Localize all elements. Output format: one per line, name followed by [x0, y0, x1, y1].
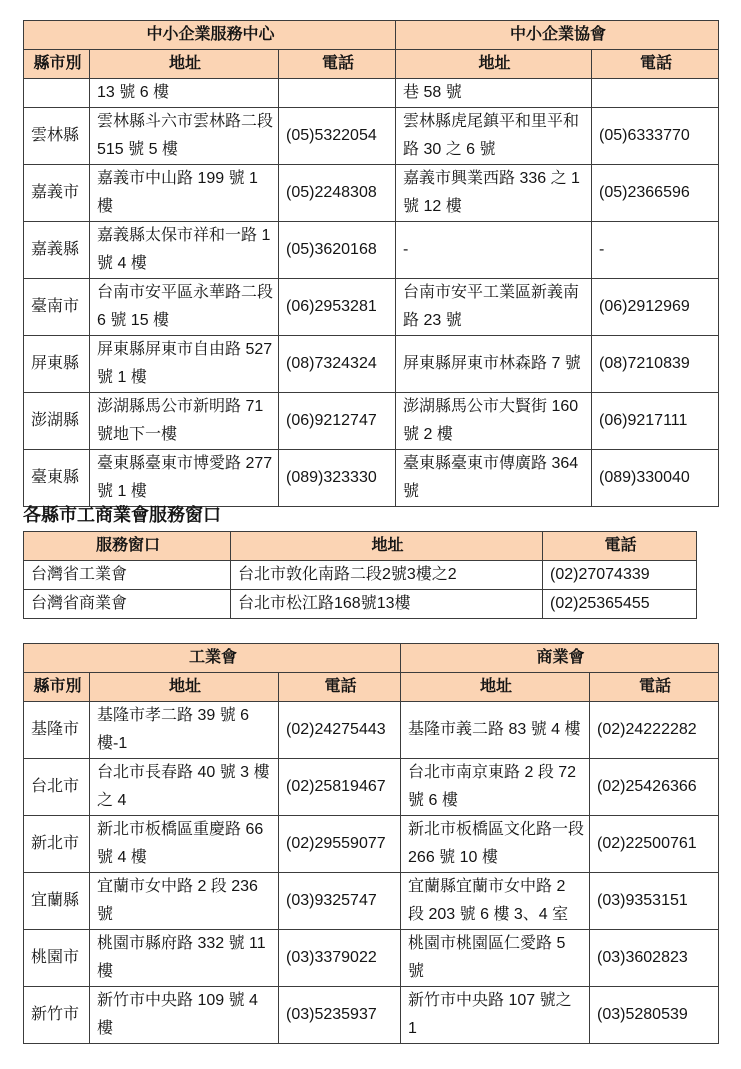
cell-text: 澎湖縣馬公市大賢街 160 號 2 樓 [403, 398, 579, 443]
cell-text: (02)24222282 [597, 721, 697, 738]
group-header-row [24, 644, 719, 673]
service-center-address-cell [90, 79, 279, 108]
cell-text: (05)5322054 [286, 127, 377, 144]
service-center-address-cell [90, 393, 279, 450]
cell-text: 嘉義市興業西路 336 之 1 號 12 樓 [403, 170, 580, 215]
table-row [24, 165, 719, 222]
cell-text: (03)9325747 [286, 892, 377, 909]
cell-text: 臺東縣臺東市博愛路 277 號 1 樓 [97, 455, 273, 500]
association-phone-cell [592, 336, 719, 393]
service-center-address-cell [90, 222, 279, 279]
county-cell [24, 165, 90, 222]
service-center-phone-cell [279, 222, 396, 279]
county-cell [24, 759, 90, 816]
service-center-address-cell [90, 279, 279, 336]
table-row [24, 873, 719, 930]
phone-column-header: 電話 [592, 50, 719, 79]
cell-text: (03)3379022 [286, 949, 377, 966]
county-cell [24, 108, 90, 165]
commerce-association-phone-cell [590, 987, 719, 1044]
cell-text: 桃園市 [31, 949, 80, 966]
industry-association-phone-cell [279, 873, 401, 930]
industry-association-address-cell [90, 759, 279, 816]
industry-association-address-cell [90, 930, 279, 987]
cell-text: (02)29559077 [286, 835, 386, 852]
table-body [24, 79, 719, 507]
table-row [24, 816, 719, 873]
cell-text: 台北市敦化南路二段2號3樓之2 [238, 566, 457, 583]
table-row [24, 930, 719, 987]
phone-column-header: 電話 [279, 673, 401, 702]
industry-association-phone-cell [279, 759, 401, 816]
table-row [24, 279, 719, 336]
table-row [24, 702, 719, 759]
table-row [24, 393, 719, 450]
service-center-address-cell [90, 336, 279, 393]
cell-text: 桃園市縣府路 332 號 11 樓 [97, 935, 266, 980]
service-window-address-cell [231, 561, 543, 590]
column-header-row [24, 532, 697, 561]
county-cell [24, 336, 90, 393]
address-column-header: 地址 [90, 673, 279, 702]
cell-text: - [599, 241, 605, 258]
cell-text: (02)25819467 [286, 778, 386, 795]
commerce-association-group-header: 商業會 [401, 644, 719, 673]
cell-text: 基隆市 [31, 721, 80, 738]
county-cell [24, 987, 90, 1044]
cell-text: 台南市安平區永華路二段 6 號 15 樓 [97, 284, 273, 329]
table-row [24, 987, 719, 1044]
section-title: 各縣市工商業會服務窗口 [23, 505, 221, 525]
cell-text: 新竹市中央路 109 號 4 樓 [97, 992, 258, 1037]
cell-text: 台南市安平工業區新義南路 23 號 [403, 284, 580, 329]
cell-text: 屏東縣 [31, 355, 80, 372]
cell-text: (06)9217111 [599, 412, 688, 429]
service-window-name-cell [24, 561, 231, 590]
commerce-association-address-cell [401, 816, 590, 873]
table-row [24, 108, 719, 165]
county-cell [24, 222, 90, 279]
cell-text: (02)25365455 [550, 595, 650, 612]
cell-text: (03)9353151 [597, 892, 688, 909]
industry-association-phone-cell [279, 816, 401, 873]
cell-text: 台北市 [31, 778, 80, 795]
association-address-cell [396, 393, 592, 450]
industry-association-address-cell [90, 987, 279, 1044]
service-center-phone-cell [279, 165, 396, 222]
service-window-table [23, 531, 697, 619]
cell-text: 雲林縣斗六市雲林路二段 515 號 5 樓 [97, 113, 273, 158]
cell-text: 臺東縣臺東市傳廣路 364 號 [403, 455, 579, 500]
cell-text: (08)7324324 [286, 355, 377, 372]
service-window-phone-cell [543, 561, 697, 590]
cell-text: (02)24275443 [286, 721, 386, 738]
association-phone-cell [592, 165, 719, 222]
cell-text: 巷 58 號 [403, 84, 462, 101]
service-center-phone-cell [279, 336, 396, 393]
cell-text: 澎湖縣馬公市新明路 71 號地下一樓 [97, 398, 264, 443]
county-column-header: 縣市別 [24, 50, 90, 79]
industry-association-group-header: 工業會 [24, 644, 401, 673]
county-cell [24, 930, 90, 987]
table-row [24, 561, 697, 590]
service-center-phone-cell [279, 108, 396, 165]
sme-association-group-header: 中小企業協會 [396, 21, 719, 50]
cell-text: - [403, 241, 409, 258]
column-header-row [24, 673, 719, 702]
county-cell [24, 702, 90, 759]
association-phone-cell [592, 108, 719, 165]
cell-text: 宜蘭縣宜蘭市女中路 2 段 203 號 6 樓 3、4 室 [408, 878, 569, 923]
phone-column-header: 電話 [543, 532, 697, 561]
county-cell [24, 816, 90, 873]
association-address-cell [396, 165, 592, 222]
cell-text: 宜蘭市女中路 2 段 236 號 [97, 878, 258, 923]
industry-commerce-association-table [23, 643, 719, 1044]
commerce-association-phone-cell [590, 702, 719, 759]
association-address-cell [396, 222, 592, 279]
association-phone-cell [592, 222, 719, 279]
service-center-address-cell [90, 165, 279, 222]
cell-text: 台灣省工業會 [31, 566, 128, 583]
table-row [24, 590, 697, 619]
table-row [24, 336, 719, 393]
cell-text: 台北市長春路 40 號 3 樓之 4 [97, 764, 270, 809]
cell-text: (05)2366596 [599, 184, 690, 201]
cell-text: (06)2912969 [599, 298, 690, 315]
industry-association-address-cell [90, 702, 279, 759]
cell-text: (02)25426366 [597, 778, 697, 795]
service-center-address-cell [90, 108, 279, 165]
service-center-phone-cell [279, 393, 396, 450]
county-cell [24, 79, 90, 108]
commerce-association-phone-cell [590, 873, 719, 930]
industry-association-phone-cell [279, 987, 401, 1044]
commerce-association-address-cell [401, 987, 590, 1044]
cell-text: 台灣省商業會 [31, 595, 128, 612]
group-header-row [24, 21, 719, 50]
cell-text: 台北市松江路168號13樓 [238, 595, 411, 612]
cell-text: 新北市板橋區重慶路 66 號 4 樓 [97, 821, 264, 866]
industry-association-address-cell [90, 873, 279, 930]
table-row [24, 79, 719, 108]
service-window-name-cell [24, 590, 231, 619]
cell-text: 雲林縣 [31, 127, 80, 144]
address-column-header: 地址 [396, 50, 592, 79]
cell-text: (03)3602823 [597, 949, 688, 966]
commerce-association-address-cell [401, 873, 590, 930]
cell-text: (06)9212747 [286, 412, 377, 429]
table-row [24, 222, 719, 279]
cell-text: 新竹市 [31, 1006, 80, 1023]
industry-association-phone-cell [279, 930, 401, 987]
table-row [24, 450, 719, 507]
cell-text: (05)2248308 [286, 184, 377, 201]
phone-column-header: 電話 [590, 673, 719, 702]
county-cell [24, 393, 90, 450]
cell-text: 宜蘭縣 [31, 892, 80, 909]
cell-text: 新竹市中央路 107 號之 1 [408, 992, 572, 1037]
cell-text: (02)22500761 [597, 835, 697, 852]
cell-text: 嘉義市 [31, 184, 80, 201]
cell-text: (05)6333770 [599, 127, 690, 144]
cell-text: 臺東縣 [31, 469, 80, 486]
cell-text: 澎湖縣 [31, 412, 80, 429]
cell-text: (089)323330 [286, 469, 377, 486]
cell-text: 新北市 [31, 835, 80, 852]
service-center-phone-cell [279, 79, 396, 108]
service-window-phone-cell [543, 590, 697, 619]
cell-text: 新北市板橋區文化路一段 266 號 10 樓 [408, 821, 585, 866]
cell-text: (06)2953281 [286, 298, 377, 315]
cell-text: 屏東縣屏東市林森路 7 號 [403, 355, 581, 372]
cell-text: (05)3620168 [286, 241, 377, 258]
association-address-cell [396, 279, 592, 336]
cell-text: 嘉義市中山路 199 號 1 樓 [97, 170, 258, 215]
cell-text: (02)27074339 [550, 566, 650, 583]
service-center-phone-cell [279, 279, 396, 336]
table-body [24, 702, 719, 1044]
cell-text: (03)5235937 [286, 1006, 377, 1023]
commerce-association-phone-cell [590, 759, 719, 816]
cell-text: 基隆市義二路 83 號 4 樓 [408, 721, 581, 738]
cell-text: (03)5280539 [597, 1006, 688, 1023]
service-window-address-cell [231, 590, 543, 619]
sme-service-center-group-header: 中小企業服務中心 [24, 21, 396, 50]
cell-text: 台北市南京東路 2 段 72 號 6 樓 [408, 764, 577, 809]
address-column-header: 地址 [401, 673, 590, 702]
cell-text: 臺南市 [31, 298, 80, 315]
cell-text: (08)7210839 [599, 355, 690, 372]
county-cell [24, 279, 90, 336]
cell-text: 雲林縣虎尾鎮平和里平和路 30 之 6 號 [403, 113, 580, 158]
service-center-address-cell [90, 450, 279, 507]
sme-service-center-table [23, 20, 719, 507]
commerce-association-address-cell [401, 759, 590, 816]
commerce-association-phone-cell [590, 930, 719, 987]
industry-association-phone-cell [279, 702, 401, 759]
column-header-row [24, 50, 719, 79]
address-column-header: 地址 [90, 50, 279, 79]
table-row [24, 759, 719, 816]
association-phone-cell [592, 79, 719, 108]
phone-column-header: 電話 [279, 50, 396, 79]
cell-text: 嘉義縣 [31, 241, 80, 258]
cell-text: 嘉義縣太保市祥和一路 1 號 4 樓 [97, 227, 271, 272]
industry-association-address-cell [90, 816, 279, 873]
association-phone-cell [592, 450, 719, 507]
county-column-header: 縣市別 [24, 673, 90, 702]
table-body [24, 561, 697, 619]
cell-text: 屏東縣屏東市自由路 527 號 1 樓 [97, 341, 273, 386]
cell-text: 13 號 6 樓 [97, 84, 170, 101]
county-cell [24, 450, 90, 507]
commerce-association-address-cell [401, 930, 590, 987]
county-cell [24, 873, 90, 930]
address-column-header: 地址 [231, 532, 543, 561]
association-address-cell [396, 336, 592, 393]
association-phone-cell [592, 393, 719, 450]
association-address-cell [396, 79, 592, 108]
cell-text: 桃園市桃園區仁愛路 5 號 [408, 935, 566, 980]
association-address-cell [396, 108, 592, 165]
association-address-cell [396, 450, 592, 507]
association-phone-cell [592, 279, 719, 336]
commerce-association-phone-cell [590, 816, 719, 873]
service-center-phone-cell [279, 450, 396, 507]
service-window-column-header: 服務窗口 [24, 532, 231, 561]
cell-text: 基隆市孝二路 39 號 6 樓-1 [97, 707, 250, 752]
commerce-association-address-cell [401, 702, 590, 759]
cell-text: (089)330040 [599, 469, 690, 486]
